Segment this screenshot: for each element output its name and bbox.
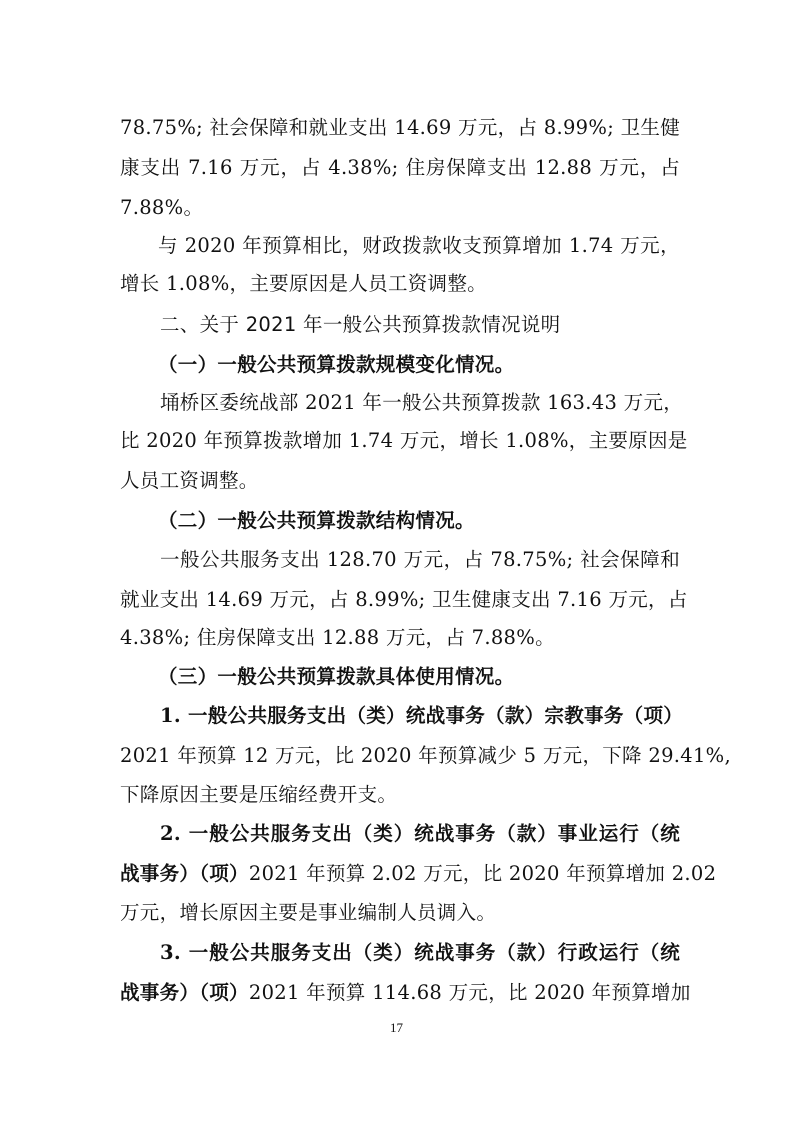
text-line-10: 人员工资调整。 xyxy=(120,469,259,492)
item-3-text: 2021 年预算 114.68 万元，比 2020 年预算增加 xyxy=(248,981,691,1004)
item-3-title: 3. 一般公共服务支出（类）统战事务（款）行政运行（统 xyxy=(160,941,680,964)
page-number: 17 xyxy=(390,1020,403,1035)
text-line-22: 万元，增长原因主要是事业编制人员调入。 xyxy=(120,901,497,924)
text-line-4: 与 2020 年预算相比，财政拨款收支预算增加 1.74 万元， xyxy=(158,234,680,257)
text-line-17: 2021 年预算 12 万元，比 2020 年预算减少 5 万元，下降 29.41%, xyxy=(120,744,732,767)
text-line-5: 增长 1.08%，主要原因是人员工资调整。 xyxy=(120,272,487,295)
text-line-2: 康支出 7.16 万元，占 4.38%; 住房保障支出 12.88 万元，占 xyxy=(120,156,680,179)
item-2-line-2 xyxy=(120,859,717,889)
text-line-9: 比 2020 年预算拨款增加 1.74 万元，增长 1.08%，主要原因是 xyxy=(120,429,688,452)
text-line-13: 就业支出 14.69 万元，占 8.99%; 卫生健康支出 7.16 万元，占 xyxy=(120,588,688,611)
text-line-1: 78.75%; 社会保障和就业支出 14.69 万元，占 8.99%; 卫生健 xyxy=(120,116,680,139)
text-line-14: 4.38%; 住房保障支出 12.88 万元，占 7.88%。 xyxy=(120,626,555,649)
subheading-2: （二）一般公共预算拨款结构情况。 xyxy=(158,509,475,532)
subheading-1: （一）一般公共预算拨款规模变化情况。 xyxy=(158,353,515,376)
item-3-line-2 xyxy=(120,978,691,1008)
subheading-3: （三）一般公共预算拨款具体使用情况。 xyxy=(158,665,515,688)
item-2-title: 2. 一般公共服务支出（类）统战事务（款）事业运行（统 xyxy=(160,822,680,845)
text-line-8: 埇桥区委统战部 2021 年一般公共预算拨款 163.43 万元， xyxy=(160,391,684,414)
text-line-18: 下降原因主要是压缩经费开支。 xyxy=(120,783,398,806)
item-2-title-cont: 战事务）（项） xyxy=(120,862,249,885)
item-3-title-cont: 战事务）（项） xyxy=(120,981,249,1004)
text-line-3: 7.88%。 xyxy=(120,196,204,219)
text-line-12: 一般公共服务支出 128.70 万元，占 78.75%; 社会保障和 xyxy=(160,548,680,571)
item-2-text: 2021 年预算 2.02 万元，比 2020 年预算增加 2.02 xyxy=(248,862,717,885)
item-1-title: 1. 一般公共服务支出（类）统战事务（款）宗教事务（项） xyxy=(160,704,684,727)
section-heading-2: 二、关于 2021 年一般公共预算拨款情况说明 xyxy=(160,313,561,336)
